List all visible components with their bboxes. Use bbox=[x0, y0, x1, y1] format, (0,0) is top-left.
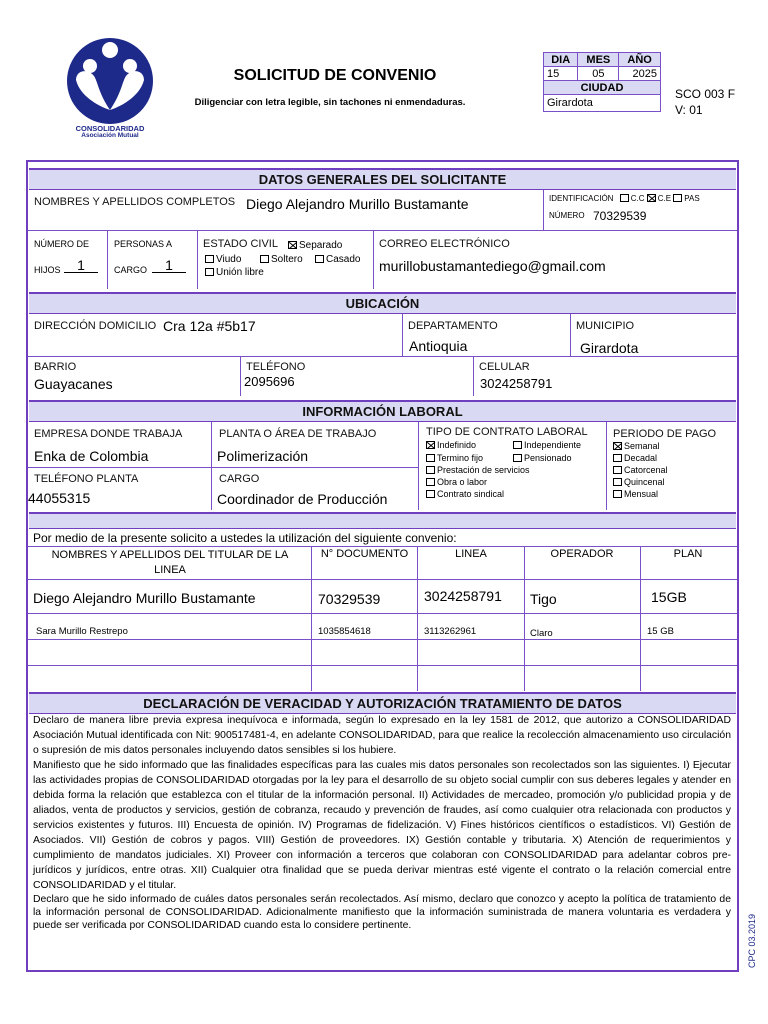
departamento-label: DEPARTAMENTO bbox=[408, 320, 498, 332]
hijos-label: NÚMERO DE HIJOS bbox=[34, 239, 90, 275]
correo-field[interactable]: murillobustamantediego@gmail.com bbox=[379, 258, 606, 274]
municipio-label: MUNICIPIO bbox=[576, 320, 635, 332]
estado-civil-label: ESTADO CIVIL bbox=[203, 238, 278, 250]
prestacion-checkbox[interactable] bbox=[426, 466, 435, 474]
termino-fijo-checkbox[interactable] bbox=[426, 454, 435, 462]
mensual-option[interactable]: Mensual bbox=[613, 489, 658, 499]
telefono-field[interactable]: 2095696 bbox=[244, 374, 295, 389]
telefono-planta-label: TELÉFONO PLANTA bbox=[34, 473, 139, 485]
semanal-option[interactable]: Semanal bbox=[613, 441, 660, 451]
catorcenal-option[interactable]: Catorcenal bbox=[613, 465, 668, 475]
declaracion-text bbox=[33, 713, 731, 932]
row1-nombre[interactable]: Diego Alejandro Murillo Bustamante bbox=[33, 590, 256, 606]
logo-subname: Asociación Mutual bbox=[81, 132, 139, 139]
semanal-checkbox[interactable] bbox=[613, 442, 622, 450]
row2-nombre[interactable]: Sara Murillo Restrepo bbox=[36, 626, 128, 637]
contrato-sindical-checkbox[interactable] bbox=[426, 490, 435, 498]
direccion-label: DIRECCIÓN DOMICILIO bbox=[34, 320, 157, 332]
row1-documento[interactable]: 70329539 bbox=[318, 591, 381, 607]
logo-heart-icon bbox=[58, 36, 162, 126]
page-title: SOLICITUD DE CONVENIO bbox=[233, 67, 437, 84]
ano-value[interactable]: 2025 bbox=[619, 67, 661, 81]
dia-value[interactable]: 15 bbox=[544, 67, 578, 81]
viudo-checkbox[interactable] bbox=[205, 255, 214, 263]
col-plan-header: PLAN bbox=[673, 548, 703, 560]
ce-checkbox[interactable] bbox=[647, 194, 656, 202]
ce-label: C.E bbox=[657, 194, 672, 203]
casado-checkbox[interactable] bbox=[315, 255, 324, 263]
soltero-checkbox[interactable] bbox=[260, 255, 269, 263]
col-nombre-header: NOMBRES Y APELLIDOS DEL TITULAR DE LA LINEA bbox=[51, 549, 289, 576]
mes-label: MES bbox=[578, 53, 619, 67]
barrio-field[interactable]: Guayacanes bbox=[34, 376, 113, 392]
side-code: CPC 03.2019 bbox=[747, 913, 757, 968]
pensionado-checkbox[interactable] bbox=[513, 454, 522, 462]
form-version: V: 01 bbox=[675, 103, 703, 117]
consolidaridad-logo bbox=[58, 36, 162, 144]
ciudad-value[interactable]: Girardota bbox=[544, 95, 661, 112]
convenio-intro: Por medio de la presente solicito a ustedes la utilización del siguiente convenio: bbox=[33, 531, 457, 545]
identificacion-group bbox=[549, 194, 700, 203]
cargo-personas-label: PERSONAS A CARGO bbox=[114, 239, 173, 275]
cc-checkbox[interactable] bbox=[620, 194, 629, 202]
cargo-field[interactable]: Coordinador de Producción bbox=[217, 491, 388, 507]
section-datos-generales: DATOS GENERALES DEL SOLICITANTE bbox=[29, 168, 736, 190]
row1-operador[interactable]: Tigo bbox=[530, 591, 557, 607]
col-operador-header: OPERADOR bbox=[550, 548, 614, 560]
date-box bbox=[543, 52, 661, 112]
col-documento-header: N° DOCUMENTO bbox=[320, 548, 409, 560]
decadal-option[interactable]: Decadal bbox=[613, 453, 657, 463]
declaracion-p1: Declaro de manera libre previa expresa inequívoca e informada, según lo expresado en la ley 1581 de 2012, que autorizo a CONSOLIDARIDAD Asociación Mutual identificada con Nit: 900517481-4, en adelante CONSOLIDARIDAD, para que realice la recolección almacenamiento uso circulación o supresión de mis datos personales incluyendo datos sensibles si los hubiere. bbox=[33, 715, 731, 756]
municipio-field[interactable]: Girardota bbox=[580, 340, 639, 356]
form-code: SCO 003 F bbox=[675, 87, 736, 101]
soltero-option[interactable]: Soltero bbox=[260, 254, 303, 265]
pas-checkbox[interactable] bbox=[673, 194, 682, 202]
planta-label: PLANTA O ÁREA DE TRABAJO bbox=[219, 428, 377, 440]
personas-cargo-field[interactable]: 1 bbox=[152, 258, 186, 273]
numero-id-field[interactable]: 70329539 bbox=[593, 209, 647, 223]
separado-option[interactable]: Separado bbox=[288, 240, 342, 251]
declaracion-p2: Manifiesto que he sido informado que las finalidades específicas para las cuales mis datos personales son recolectados son las siguientes. I) Ejecutar las actividades propias de CONSOLIDARIDAD otorgadas por la ley para el desarrollo de su objeto social cumplir con sus deberes legales y atender en debida forma la relación que establezca con el titular de la información personal. II) Actividades de mercadeo, promoción y/o publicidad propia y de aliados, venta de productos y servicios, gestión de cobranza, recaudo y prevención de fraudes, así como cualquier otra relacionada con productos y servicios existentes y futuros. III) Encuesta de opinión. IV) Programas de fidelización. V) Fines históricos científicos o estadísticos. VI) Gestión de Asociados. VII) Gestión de cobros y pagos. VIII) Gestión de proveedores. IX) Gestión contable y tributaria. X) Atención de requerimientos y cumplimiento de mandatos judiciales. XI) Proveer con información a terceros que colaboran con CONSOLIDARIDAD para adelantar cobros pre-jurídicos y jurídicos, entre otras. XII) Cualquier otra finalidad que se pueda derivar mientras esté vigente el contrato o la relación comercial entre CONSOLIDARIDAD y el titular. bbox=[33, 760, 731, 891]
independiente-option[interactable]: Independiente bbox=[513, 440, 581, 450]
obra-labor-option[interactable]: Obra o labor bbox=[426, 477, 487, 487]
ano-label: AÑO bbox=[619, 53, 661, 67]
declaracion-p3: Declaro que he sido informado de cuáles datos personales serán recolectados. Así mismo, declaro que conozco y acepto la política de tratamiento de la información personal de CONSOLIDARIDAD. Adicionalmente manifiesto que la información suministrada de manera voluntaria es verdadera y puede ser verificada por CONSOLIDARIDAD cuando esta lo considere pertinente. bbox=[33, 894, 731, 931]
row2-documento[interactable]: 1035854618 bbox=[318, 626, 371, 637]
contrato-sindical-option[interactable]: Contrato sindical bbox=[426, 489, 504, 499]
row1-plan[interactable]: 15GB bbox=[651, 589, 687, 605]
row2-linea[interactable]: 3113262961 bbox=[424, 626, 477, 637]
celular-label: CELULAR bbox=[479, 361, 530, 373]
termino-fijo-option[interactable]: Termino fijo bbox=[426, 453, 483, 463]
indefinido-option[interactable]: Indefinido bbox=[426, 440, 476, 450]
viudo-option[interactable]: Viudo bbox=[205, 254, 241, 265]
prestacion-option[interactable]: Prestación de servicios bbox=[426, 465, 530, 475]
cargo-label: CARGO bbox=[219, 473, 260, 485]
separado-checkbox[interactable] bbox=[288, 241, 297, 249]
periodo-pago-label: PERIODO DE PAGO bbox=[613, 428, 717, 440]
hijos-field[interactable]: 1 bbox=[64, 258, 98, 273]
quincenal-option[interactable]: Quincenal bbox=[613, 477, 665, 487]
nombres-field[interactable]: Diego Alejandro Murillo Bustamante bbox=[246, 196, 469, 212]
independiente-checkbox[interactable] bbox=[513, 441, 522, 449]
identificacion-label: IDENTIFICACIÓN bbox=[549, 194, 614, 203]
section-declaracion: DECLARACIÓN DE VERACIDAD Y AUTORIZACIÓN TRATAMIENTO DE DATOS bbox=[29, 692, 736, 714]
section-ubicacion: UBICACIÓN bbox=[29, 292, 736, 314]
numero-label: NÚMERO bbox=[549, 211, 585, 220]
nombres-label: NOMBRES Y APELLIDOS COMPLETOS bbox=[34, 196, 236, 208]
decadal-checkbox[interactable] bbox=[613, 454, 622, 462]
section-convenio-blank bbox=[29, 512, 736, 529]
cc-label: C.C bbox=[630, 194, 645, 203]
planta-field[interactable]: Polimerización bbox=[217, 448, 309, 464]
mes-value[interactable]: 05 bbox=[578, 67, 619, 81]
union-libre-option[interactable]: Unión libre bbox=[205, 267, 264, 278]
ciudad-label: CIUDAD bbox=[544, 81, 661, 95]
row1-linea[interactable]: 3024258791 bbox=[424, 588, 502, 604]
obra-labor-checkbox[interactable] bbox=[426, 478, 435, 486]
logo-name: CONSOLIDARIDAD bbox=[75, 124, 145, 133]
empresa-label: EMPRESA DONDE TRABAJA bbox=[34, 428, 183, 440]
barrio-label: BARRIO bbox=[34, 361, 77, 373]
catorcenal-checkbox[interactable] bbox=[613, 466, 622, 474]
tipo-contrato-label: TIPO DE CONTRATO LABORAL bbox=[426, 426, 588, 438]
telefono-planta-field[interactable]: 44055315 bbox=[28, 490, 91, 506]
row2-plan[interactable]: 15 GB bbox=[647, 626, 674, 637]
empresa-field[interactable]: Enka de Colombia bbox=[34, 448, 149, 464]
celular-field[interactable]: 3024258791 bbox=[480, 376, 553, 391]
col-linea-header: LINEA bbox=[455, 548, 487, 560]
departamento-field[interactable]: Antioquia bbox=[409, 338, 468, 354]
row2-operador[interactable]: Claro bbox=[530, 628, 553, 639]
direccion-field[interactable]: Cra 12a #5b17 bbox=[163, 318, 256, 334]
union-libre-checkbox[interactable] bbox=[205, 268, 214, 276]
page-subtitle: Diligenciar con letra legible, sin tachones ni enmendaduras. bbox=[194, 97, 466, 108]
indefinido-checkbox[interactable] bbox=[426, 441, 435, 449]
dia-label: DIA bbox=[544, 53, 578, 67]
pas-label: PAS bbox=[684, 194, 700, 203]
pensionado-option[interactable]: Pensionado bbox=[513, 453, 572, 463]
mensual-checkbox[interactable] bbox=[613, 490, 622, 498]
correo-label: CORREO ELECTRÓNICO bbox=[379, 238, 510, 250]
telefono-label: TELÉFONO bbox=[246, 361, 306, 373]
quincenal-checkbox[interactable] bbox=[613, 478, 622, 486]
section-informacion-laboral: INFORMACIÓN LABORAL bbox=[29, 400, 736, 422]
casado-option[interactable]: Casado bbox=[315, 254, 360, 265]
